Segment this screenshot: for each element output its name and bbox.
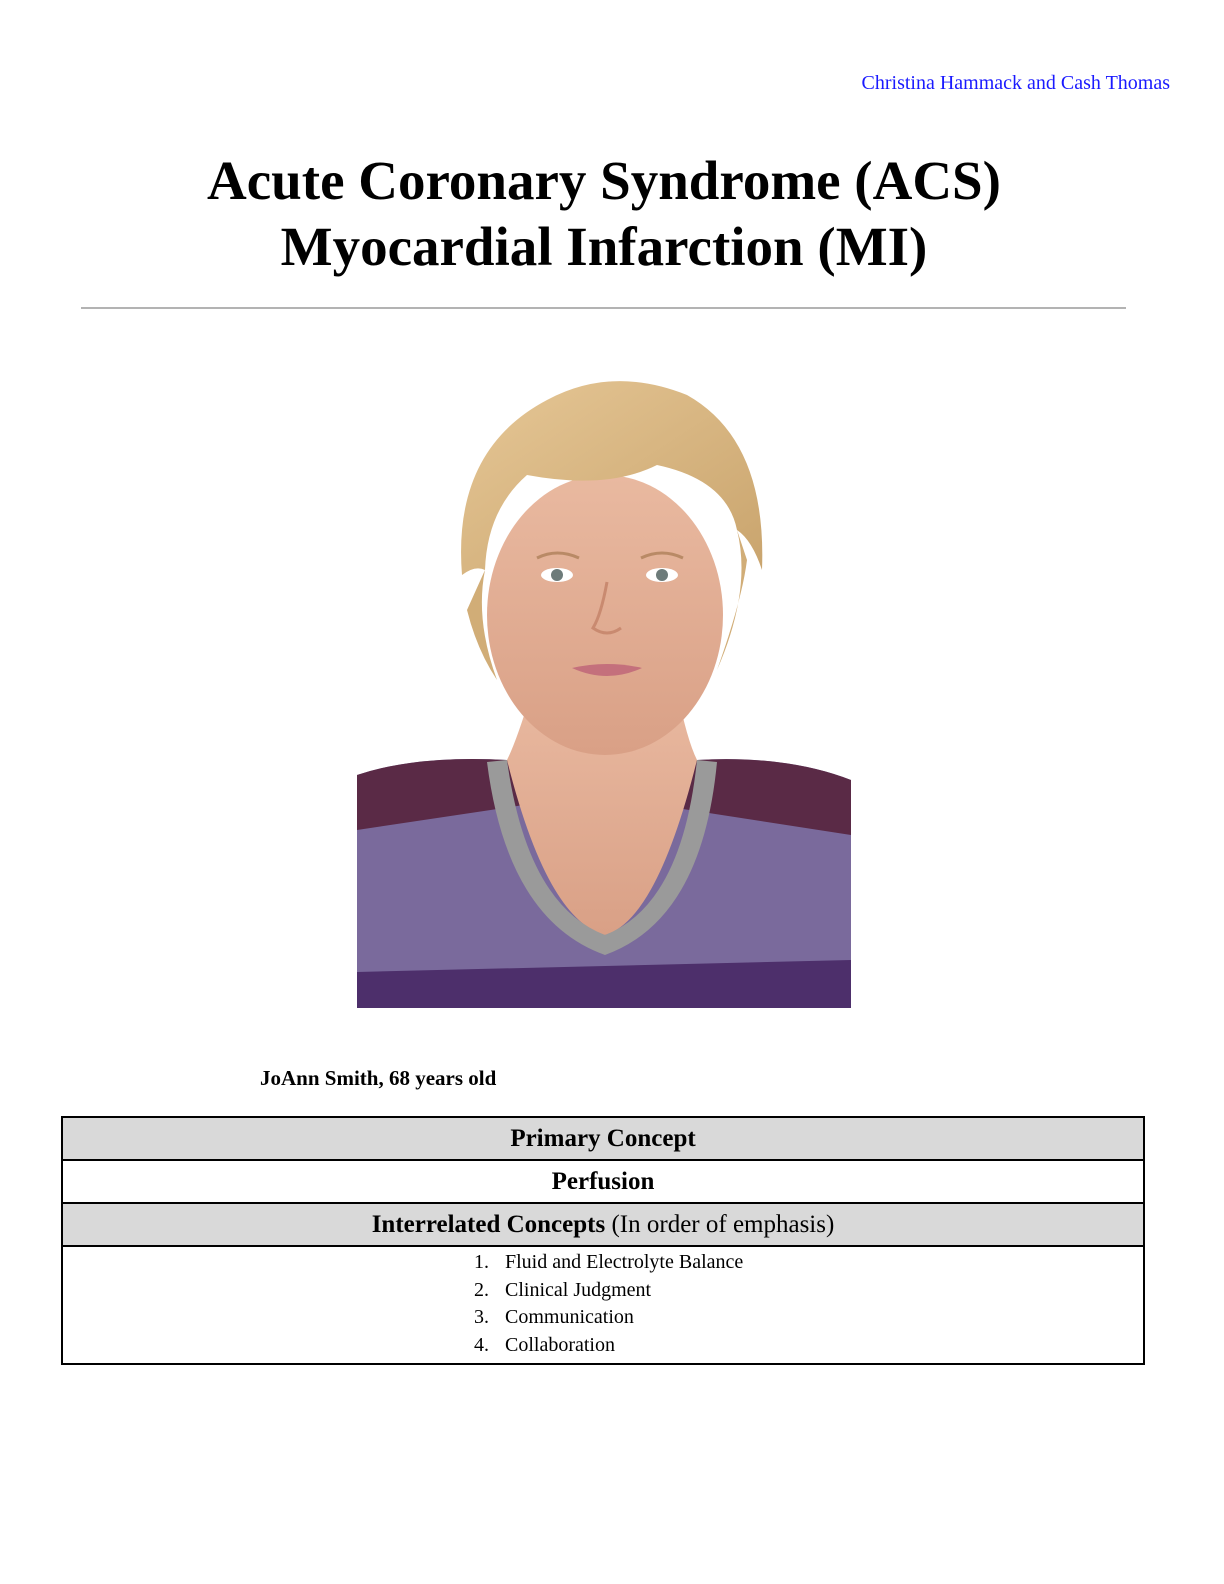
interrelated-concepts-list: [453, 1247, 753, 1363]
title-line-1: Acute Coronary Syndrome (ACS): [207, 150, 1001, 211]
list-item-number: 2.: [474, 1278, 489, 1301]
interrelated-concepts-header: [62, 1203, 1144, 1246]
primary-concept-value: Perfusion: [62, 1160, 1144, 1203]
primary-concept-header-row: [62, 1117, 1144, 1160]
list-item: [453, 1277, 753, 1305]
list-item-number: 4.: [474, 1333, 489, 1356]
list-item-number: 1.: [474, 1251, 489, 1273]
interrelated-concepts-header-row: [62, 1203, 1144, 1246]
primary-concept-header: Primary Concept: [62, 1117, 1144, 1160]
patient-portrait: [357, 360, 851, 1008]
interrelated-concepts-title: Interrelated Concepts: [371, 1210, 606, 1238]
interrelated-concepts-list-cell: [62, 1246, 1144, 1364]
interrelated-concepts-list-row: [62, 1246, 1144, 1364]
title-line-2: Myocardial Infarction (MI): [280, 216, 928, 277]
interrelated-concepts-note: (In order of emphasis): [611, 1210, 835, 1238]
list-item: [453, 1249, 753, 1277]
list-item-number: 3.: [474, 1306, 489, 1328]
list-item: [453, 1332, 753, 1360]
horizontal-divider: [81, 307, 1126, 309]
author-names: Christina Hammack and Cash Thomas: [861, 72, 1170, 94]
page-title: [0, 148, 1208, 280]
list-item-label: Collaboration: [505, 1333, 615, 1356]
primary-concept-value-row: [62, 1160, 1144, 1203]
list-item-label: Communication: [505, 1306, 634, 1328]
list-item-label: Fluid and Electrolyte Balance: [505, 1251, 744, 1273]
portrait-illustration-icon: [357, 360, 851, 1008]
patient-caption: JoAnn Smith, 68 years old: [260, 1066, 497, 1090]
list-item: [453, 1304, 753, 1332]
concept-table: [61, 1116, 1145, 1365]
list-item-label: Clinical Judgment: [505, 1278, 652, 1301]
